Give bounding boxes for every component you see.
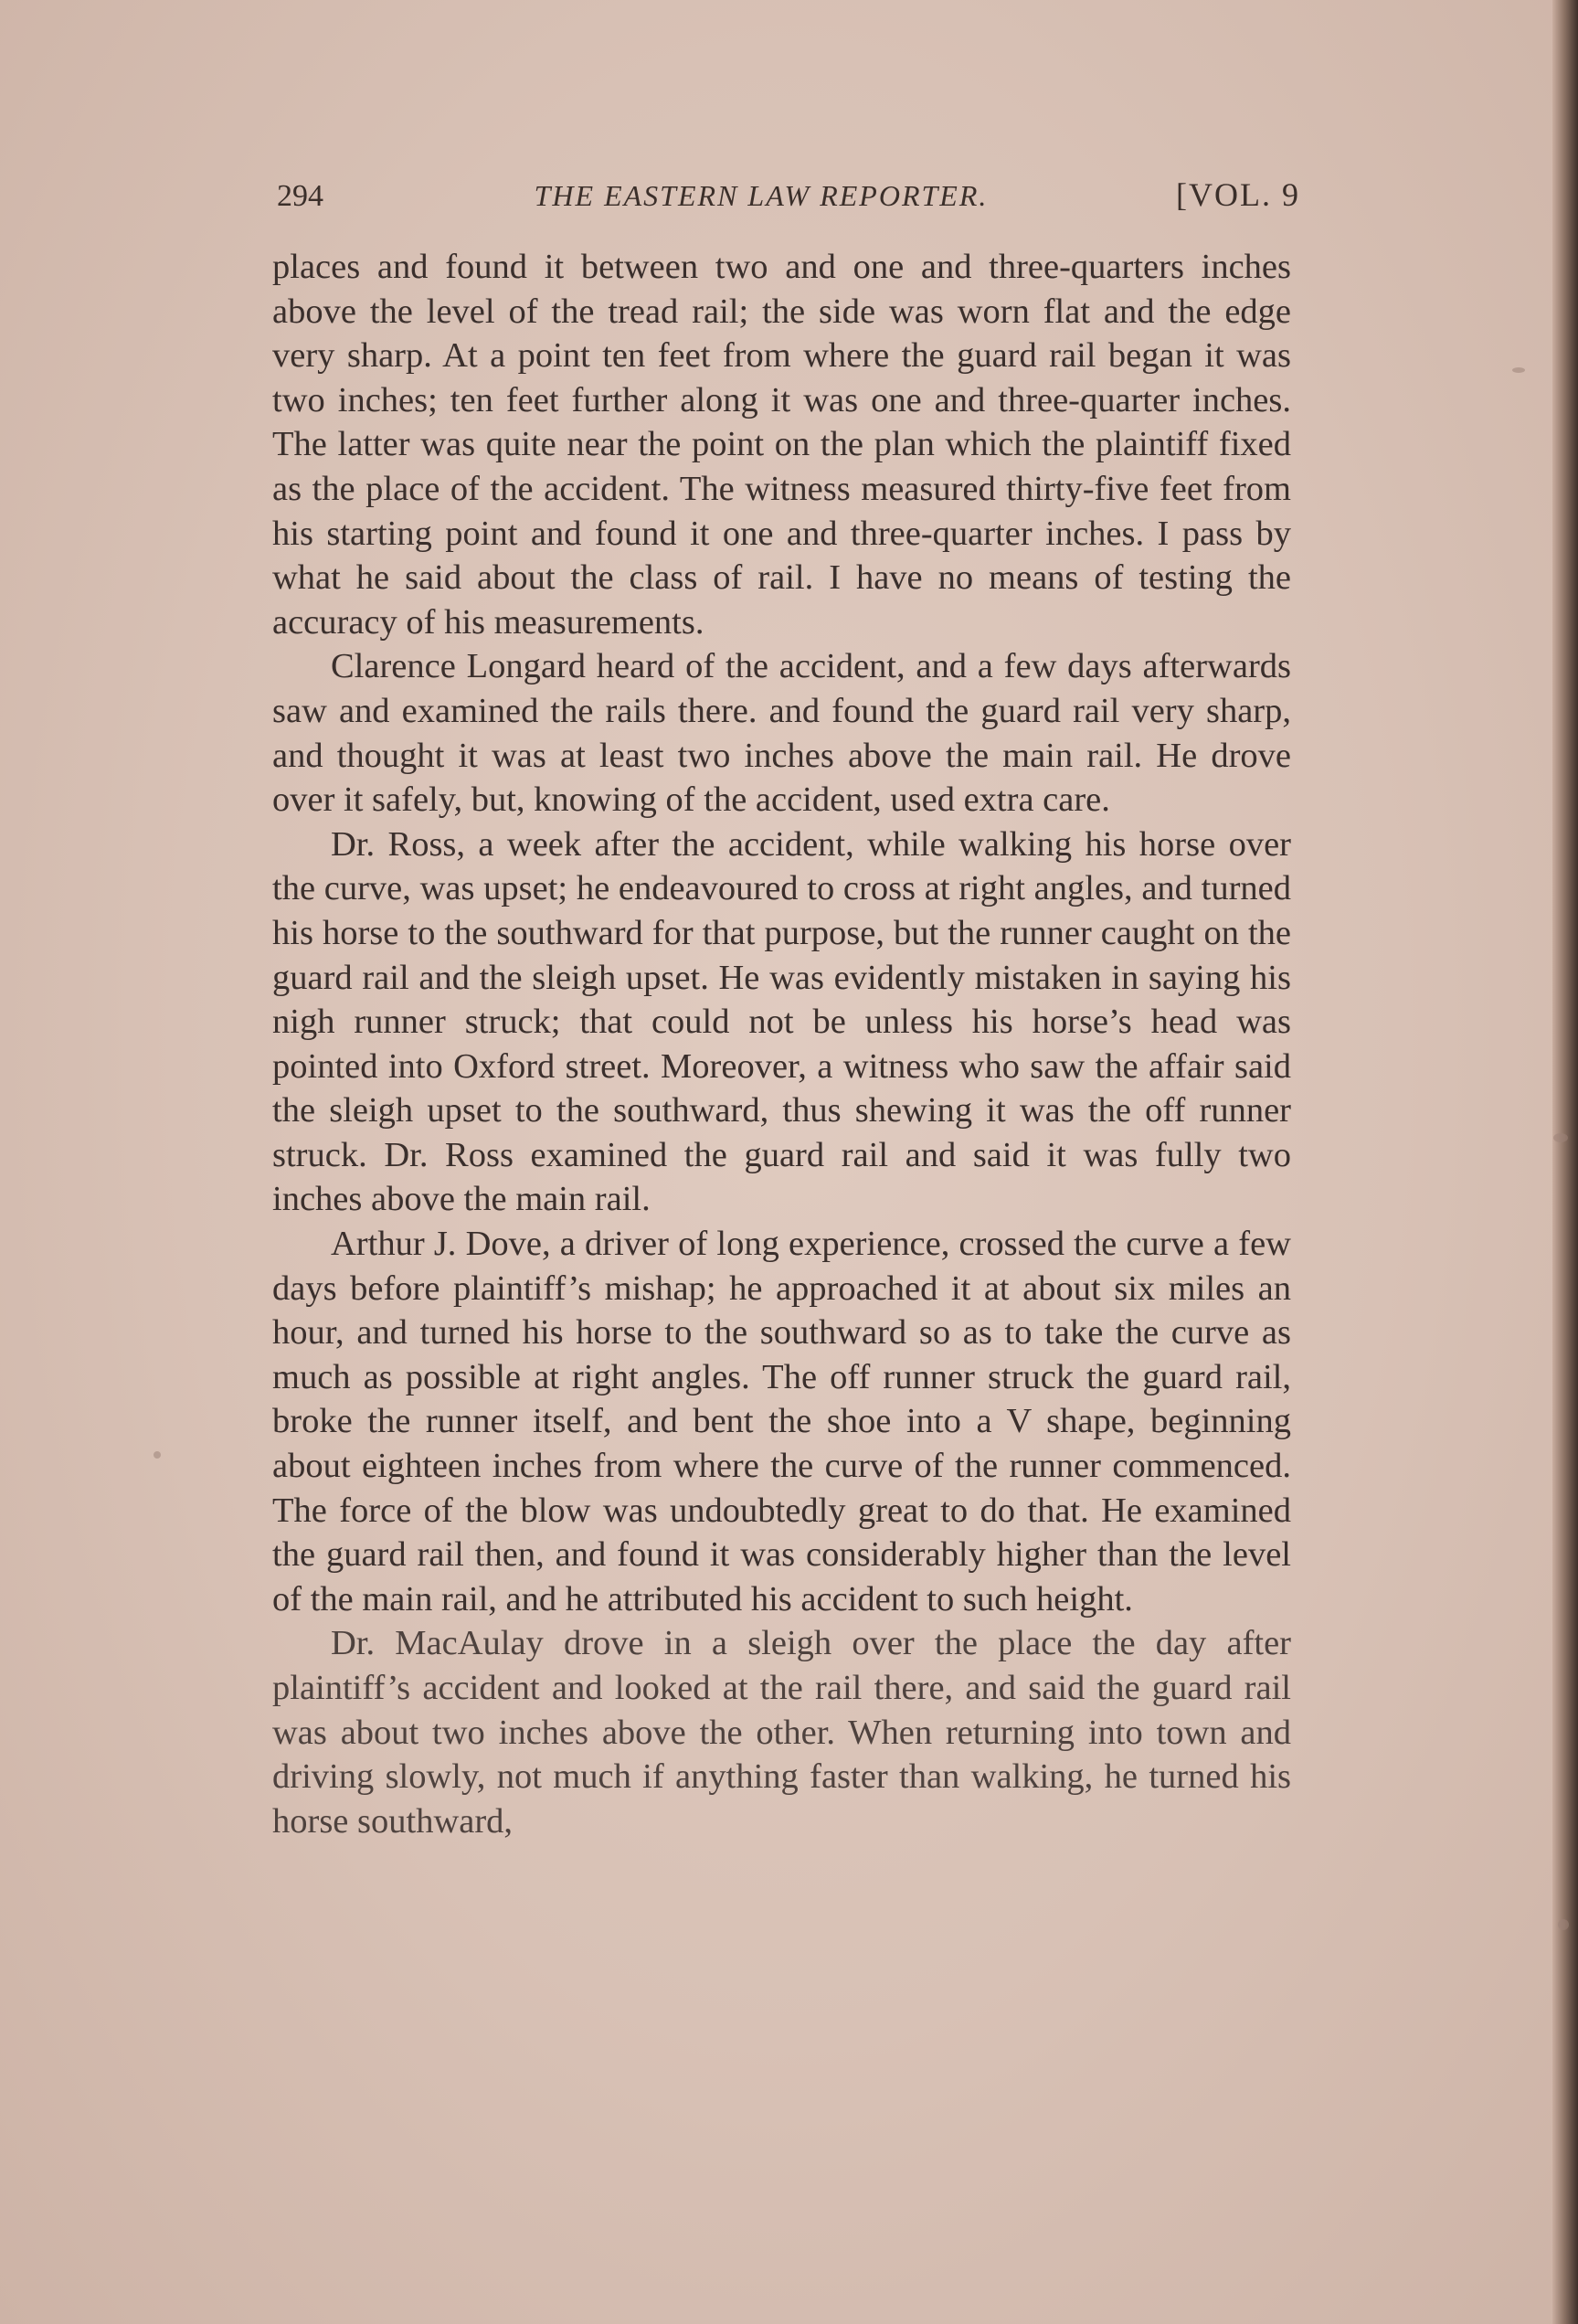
page-number: 294 (277, 179, 323, 213)
paragraph: Dr. Ross, a week after the accident, while walking his horse over the curve, was upset; he endeavoured to cross at right angles, and turned his horse to the southward for that purpose, but the runner caught on the guard rail and the sleigh upset. He was evidently mistaken in saying his nigh runner struck; that could not be unless his horse’s head was pointed into Oxford street. Moreover, a witness who saw the affair said the sleigh upset to the southward, thus shewing it was the off runner struck. Dr. Ross examined the guard rail and said it was fully two inches above the main rail. (272, 824, 1291, 1219)
binding-edge (1552, 0, 1578, 2324)
paper-spot (154, 1451, 161, 1459)
paper-spot (1553, 1133, 1568, 1142)
running-title: THE EASTERN LAW REPORTER. (534, 179, 989, 212)
paragraph: Arthur J. Dove, a driver of long experience, crossed the curve a few days before plaintiff’s mishap; he approached it at about six miles an hour, and turned his horse to the southward so as to take the curve as much as possible at right angles. The off runner struck the guard rail, broke the runner itself, and bent the shoe into a V shape, beginning about eighteen inches from where the curve of the runner commenced. The force of the blow was undoubtedly great to do that. He examined the guard rail then, and found it was considerably higher than the level of the main rail, and he attributed his accident to such height. (272, 1225, 1291, 1618)
volume-label: [VOL. 9 (1176, 176, 1300, 213)
body-text (272, 245, 1291, 1843)
paragraph: places and found it between two and one and three-quarters inches above the level of the tread rail; the side was worn flat and the edge very sharp. At a point ten feet from where the guard rail began it was two inches; ten feet further along it was one and three-quarter inches. The latter was quite near the point on the plan which the plaintiff fixed as the place of the accident. The witness measured thirty-five feet from his starting point and found it one and three-quarter inches. I pass by what he said about the class of rail. I have no means of testing the accuracy of his measurements. (272, 248, 1291, 642)
paragraph: Dr. MacAulay drove in a sleigh over the place the day after plaintiff’s accident and looked at the rail there, and said the guard rail was about two inches above the other. When returning into town and driving slowly, not much if anything faster than walking, he turned his horse southward, (272, 1624, 1291, 1841)
paragraph: Clarence Longard heard of the accident, and a few days afterwards saw and examined the rails there. and found the guard rail very sharp, and thought it was at least two inches above the main rail. He drove over it safely, but, knowing of the accident, used extra care. (272, 647, 1291, 820)
running-header (277, 172, 1300, 227)
paper-spot (1558, 1919, 1569, 1930)
paper-spot (1512, 367, 1525, 373)
